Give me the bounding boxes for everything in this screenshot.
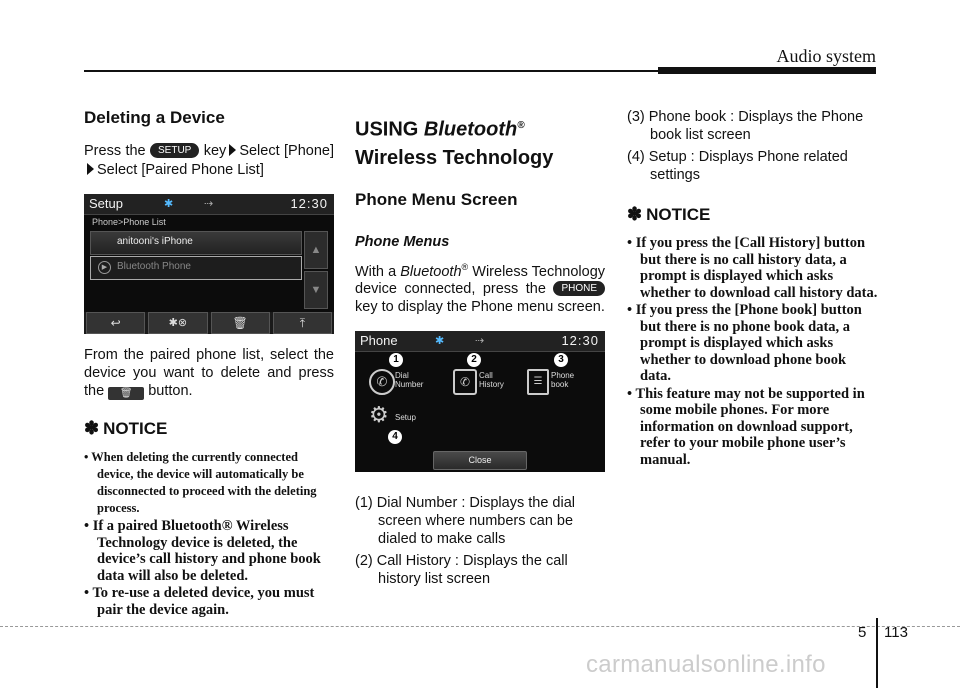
device-list-item[interactable]: ▶ Bluetooth Phone (90, 256, 302, 280)
setup-phone-list-screen (84, 194, 334, 334)
list-item: (2) Call History : Displays the call history list screen (355, 553, 568, 588)
callout-4: 4 (388, 430, 402, 444)
list-item: (4) Setup : Displays Phone related settings (627, 149, 848, 183)
scroll-up-button[interactable]: ▲ (304, 231, 328, 269)
column-1 (84, 108, 334, 619)
bluetooth-disconnect-button[interactable]: ✱⊗ (148, 312, 207, 334)
bluetooth-icon: ✱ (164, 198, 174, 210)
arrow-right-icon (229, 144, 236, 156)
notice-item: • To re-use a deleted device, you must pair the device again. (84, 585, 315, 618)
device-list-item[interactable]: anitooni's iPhone (90, 231, 302, 255)
call-history-icon: ✆ (453, 369, 477, 395)
subheading-phone-menu: Phone Menu Screen (355, 189, 518, 209)
callout-2: 2 (467, 353, 481, 367)
call-history-button[interactable]: ✆ Call History (451, 367, 511, 397)
usb-icon: ⇢ (475, 335, 485, 348)
notice-heading: ✽ NOTICE (627, 204, 711, 224)
bluetooth-icon: ✱ (435, 335, 445, 348)
notice-item: • If a paired Bluetooth® Wireless Technology device is deleted, the device’s call history and phone book data will also be deleted. (84, 518, 321, 584)
trash-key-badge: 🗑 (108, 387, 144, 400)
setup-button[interactable]: ⚙ Setup (369, 402, 416, 428)
chapter-number: 5 (858, 624, 867, 641)
phone-intro-text: With a Bluetooth® Wireless Technology device connected, press the PHONE key to display the Phone menu screen. (355, 261, 606, 316)
column-3 (627, 108, 879, 469)
notice-item: • If you press the [Call History] button but there is no call history data, a prompt is displayed which asks whether to download call history data. (627, 235, 878, 301)
gear-icon: ⚙ (369, 402, 389, 428)
screen-toolbar (84, 312, 334, 334)
priority-button[interactable]: ⤒ (273, 312, 332, 334)
section-heading-deleting: Deleting a Device (84, 108, 225, 127)
usb-icon: ⇢ (204, 198, 214, 210)
callout-1: 1 (389, 353, 403, 367)
page-number: 113 (884, 624, 908, 641)
screen-title: Phone (360, 333, 398, 349)
notice-list (84, 449, 334, 618)
arrow-right-icon (87, 163, 94, 175)
phone-menu-list-a (355, 494, 605, 588)
notice-item: • This feature may not be supported in some mobile phones. For more information on download support, refer to your mobile phone user’s manual. (627, 385, 865, 468)
phone-menu-list-b (627, 108, 879, 184)
phone-book-icon: ☰ (527, 369, 549, 395)
column-2 (355, 108, 605, 592)
delete-instruction: From the paired phone list, select the device you want to delete and press the 🗑 button. (84, 347, 334, 399)
screen-clock: 12:30 (290, 196, 328, 211)
notice-item: • When deleting the currently connected device, the device will automatically be disconnected to proceed with the deleting process. (84, 450, 317, 515)
screen-clock: 12:30 (561, 333, 599, 349)
breadcrumb: Phone>Phone List (92, 217, 166, 227)
screen-title: Setup (89, 196, 123, 211)
notice-heading: ✽ NOTICE (84, 418, 168, 438)
back-button[interactable]: ↩ (86, 312, 145, 334)
close-button[interactable]: Close (433, 451, 527, 470)
dial-number-button[interactable]: ✆ Dial Number (367, 367, 427, 397)
page-number-divider (876, 618, 878, 688)
watermark: carmanualsonline.info (586, 651, 826, 678)
list-item: (3) Phone book : Displays the Phone book list screen (627, 109, 864, 143)
callout-3: 3 (554, 353, 568, 367)
section-heading-bluetooth: USING Bluetooth® Wireless Technology (355, 118, 554, 169)
phone-key-badge: PHONE (553, 281, 605, 296)
phone-book-button[interactable]: ☰ Phone book (525, 367, 595, 397)
footer-rule (0, 626, 960, 627)
asterisk-icon: ✽ (84, 418, 100, 438)
play-icon: ▶ (98, 261, 111, 274)
asterisk-icon: ✽ (627, 204, 643, 224)
delete-button[interactable]: 🗑 (211, 312, 270, 334)
notice-item: • If you press the [Phone book] button but there is no phone book data, a prompt is displayed which asks whether to download phone book data. (627, 302, 862, 384)
header-tab (658, 67, 876, 74)
phone-menu-screen (355, 331, 605, 472)
instruction-text: Press the SETUP key Select [Phone]Select [Paired Phone List] (84, 143, 335, 178)
list-item: (1) Dial Number : Displays the dial screen where numbers can be dialed to make calls (355, 495, 575, 548)
scroll-down-button[interactable]: ▼ (304, 271, 328, 309)
phone-menus-heading: Phone Menus (355, 233, 450, 250)
notice-list (627, 235, 879, 468)
phone-handset-icon: ✆ (369, 369, 395, 395)
header-title: Audio system (776, 46, 876, 66)
setup-key-badge: SETUP (150, 143, 199, 158)
